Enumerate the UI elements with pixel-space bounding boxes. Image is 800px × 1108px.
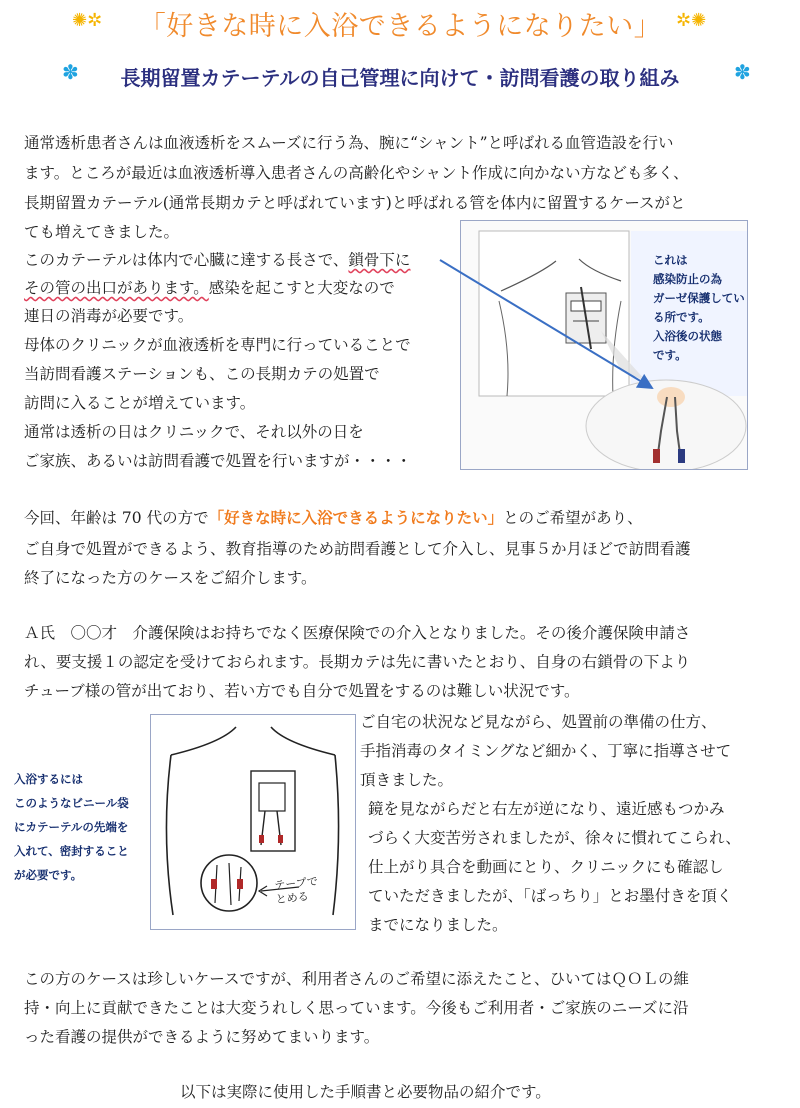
intro-line: 母体のクリニックが血液透析を専門に行っていることで <box>24 336 411 354</box>
case-line <box>24 506 643 528</box>
guidance-line: づらく大変苦労されましたが、徐々に慣れてこられ、 <box>368 829 741 847</box>
handwritten-label <box>274 875 320 907</box>
patient-line: れ、要支援１の認定を受けておられます。長期カテは先に書いたとおり、自身の右鎖骨の下より <box>24 653 691 671</box>
case-text: とのご希望があり、 <box>503 509 643 527</box>
caption-line: が必要です。 <box>14 868 83 882</box>
closing-line: この方のケースは珍しいケースですが、利用者さんのご希望に添えたこと、ひいてはＱＯＬの維 <box>24 970 689 988</box>
guidance-line: 仕上がり具合を動画にとり、クリニックにも確認し <box>368 858 724 876</box>
patient-line: チューブ様の管が出ており、若い方でも自分で処置をするのは難しい状況です。 <box>24 682 580 700</box>
guidance-line: ご自宅の状況など見ながら、処置前の準備の仕方、 <box>360 713 717 731</box>
page-subtitle: 長期留置カテーテルの自己管理に向けて・訪問看護の取り組み <box>120 66 680 90</box>
vinyl-bag-sketch-figure <box>150 714 356 930</box>
case-line: ご自身で処置ができるよう、教育指導のため訪問看護として介入し、見事５か月ほどで訪問看護 <box>24 540 691 558</box>
guidance-line: までになりました。 <box>368 916 508 934</box>
guidance-line: ていただきましたが、「ばっちり」とお墨付きを頂く <box>368 887 733 905</box>
handwritten-line: とめる <box>275 889 310 907</box>
intro-line: 訪問に入ることが増えています。 <box>24 394 256 412</box>
intro-line: 長期留置カテーテル(通常長期カテと呼ばれています)と呼ばれる管を体内に留置するケースがと <box>24 194 686 212</box>
caption-line: 入浴するには <box>14 772 83 786</box>
page-title: 「好きな時に入浴できるようになりたい」 <box>138 11 662 42</box>
caption-line: る所です。 <box>653 310 710 324</box>
case-line: 終了になった方のケースをご紹介します。 <box>24 569 317 587</box>
caption-line: このようなビニール袋 <box>14 796 129 810</box>
figure2-caption <box>14 767 154 887</box>
patient-line: Ａ氏 〇〇才 介護保険はお持ちでなく医療保険での介入となりました。その後介護保険申請さ <box>24 624 691 642</box>
highlighted-quote: 「好きな時に入浴できるようになりたい」 <box>208 509 504 527</box>
intro-line: 通常は透析の日はクリニックで、それ以外の日を <box>24 423 364 441</box>
footer-text: 以下は実際に使用した手順書と必要物品の紹介です。 <box>180 1083 551 1101</box>
star-ornament-icon: ✽ <box>62 60 79 84</box>
pointer-arrow-icon <box>430 250 670 400</box>
guidance-line: 鏡を見ながらだと右左が逆になり、遠近感もつかみ <box>368 800 725 818</box>
intro-text: このカテーテルは体内で心臓に達する長さで、 <box>24 251 349 269</box>
intro-line: 通常透析患者さんは血液透析をスムーズに行う為、腕に“シャント”と呼ばれる血管造設を行い <box>24 134 674 152</box>
intro-line: 連日の消毒が必要です。 <box>24 307 194 325</box>
caption-line: 入浴後の状態 <box>653 329 722 343</box>
intro-line: ます。ところが最近は血液透析導入患者さんの高齢化やシャント作成に向かない方なども多く、 <box>24 164 689 182</box>
caption-line: これは <box>653 253 688 267</box>
flower-ornament-icon: ✲✺ <box>676 10 707 31</box>
caption-line: ガーゼ保護してい <box>653 291 745 305</box>
caption-line: 入れて、密封すること <box>14 844 129 858</box>
intro-line <box>24 248 410 270</box>
caption-line: にカテーテルの先端を <box>14 820 129 834</box>
intro-line <box>24 276 395 298</box>
handwritten-line: テープで <box>273 874 319 893</box>
underlined-text: 鎖骨下に <box>348 251 411 269</box>
closing-line: 持・向上に貢献できたことは大変うれしく思っています。今後もご利用者・ご家族のニーズに沿 <box>24 999 689 1017</box>
guidance-line: 手指消毒のタイミングなど細かく、丁寧に指導させて <box>360 742 732 760</box>
flower-ornament-icon: ✺✲ <box>72 10 103 31</box>
closing-line: った看護の提供ができるように努めてまいります。 <box>24 1028 380 1046</box>
intro-line: 当訪問看護ステーションも、この長期カテの処置で <box>24 365 380 383</box>
case-text: 今回、年齢は 70 代の方で <box>24 509 209 527</box>
intro-text: 感染を起こすと大変なので <box>208 279 395 297</box>
caption-line: 感染防止の為 <box>653 272 722 286</box>
caption-line: です。 <box>653 348 687 362</box>
guidance-line: 頂きました。 <box>360 771 454 789</box>
star-ornament-icon: ✽ <box>734 60 751 84</box>
intro-line: ても増えてきました。 <box>24 223 180 241</box>
intro-line: ご家族、あるいは訪問看護で処置を行いますが・・・・ <box>24 452 412 470</box>
underlined-text: その管の出口があります。 <box>24 279 209 297</box>
vinyl-bag-sketch <box>151 715 355 929</box>
